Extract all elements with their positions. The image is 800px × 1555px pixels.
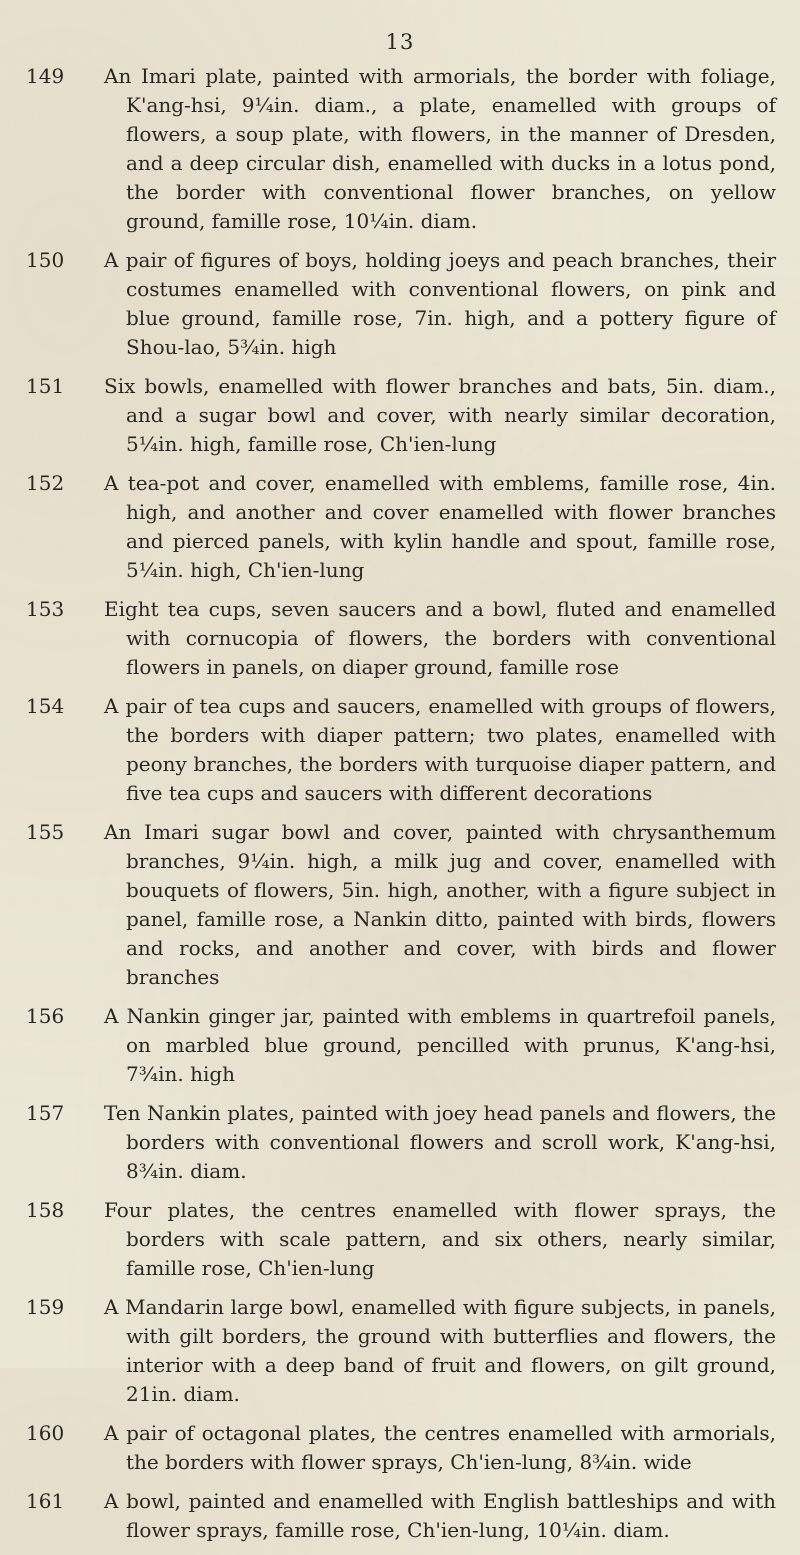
lot-entry xyxy=(26,372,776,459)
lot-number: 159 xyxy=(26,1295,65,1319)
lot-description: An Imari plate, painted with armorials, the border with foliage, K'ang-hsi, 9¼in. diam., a plate, enamelled with groups of flowers, a soup plate, with flowers, in the manner of Dresden, and a deep circular dish, enamelled with ducks in a lotus pond, the border with conventional flower branches, on yellow ground, famille rose, 10¼in. diam. xyxy=(104,64,776,233)
lot-entry xyxy=(26,1196,776,1283)
lot-number: 153 xyxy=(26,597,65,621)
lot-entry xyxy=(26,595,776,682)
lot-number: 150 xyxy=(26,248,65,272)
lot-description: Eight tea cups, seven saucers and a bowl, fluted and enamelled with cornucopia of flowers, the borders with conventional flowers in panels, on diaper ground, famille rose xyxy=(104,597,776,679)
lot-entry xyxy=(26,1002,776,1089)
lot-number: 154 xyxy=(26,694,65,718)
lot-description: A pair of tea cups and saucers, enamelled with groups of flowers, the borders with diaper pattern; two plates, enamelled with peony branches, the borders with turquoise diaper pattern, and five tea cups and saucers with different decorations xyxy=(104,694,776,805)
page-number: 13 xyxy=(385,30,415,54)
lot-entry xyxy=(26,469,776,585)
lot-list xyxy=(26,62,776,1555)
lot-number: 160 xyxy=(26,1421,65,1445)
lot-entry xyxy=(26,1419,776,1477)
lot-entry xyxy=(26,246,776,362)
lot-number: 158 xyxy=(26,1198,65,1222)
lot-entry xyxy=(26,62,776,236)
lot-description: An Imari sugar bowl and cover, painted with chrysanthemum branches, 9¼in. high, a milk jug and cover, enamelled with bouquets of flowers, 5in. high, another, with a figure subject in panel, famille rose, a Nankin ditto, painted with birds, flowers and rocks, and another and cover, with birds and flower branches xyxy=(104,820,776,989)
lot-description: A bowl, painted and enamelled with English battleships and with flower sprays, famille rose, Ch'ien-lung, 10¼in. diam. xyxy=(104,1489,776,1542)
lot-number: 152 xyxy=(26,471,65,495)
lot-description: A pair of octagonal plates, the centres enamelled with armorials, the borders with flower sprays, Ch'ien-lung, 8¾in. wide xyxy=(104,1421,776,1474)
lot-description: A pair of figures of boys, holding joeys and peach branches, their costumes enamelled with conventional flowers, on pink and blue ground, famille rose, 7in. high, and a pottery figure of Shou-lao, 5¾in. high xyxy=(104,248,776,359)
lot-entry xyxy=(26,1099,776,1186)
lot-entry xyxy=(26,1293,776,1409)
lot-description: Four plates, the centres enamelled with flower sprays, the borders with scale pattern, and six others, nearly similar, famille rose, Ch'ien-lung xyxy=(104,1198,776,1280)
lot-number: 155 xyxy=(26,820,65,844)
lot-entry xyxy=(26,692,776,808)
lot-description: A tea-pot and cover, enamelled with emblems, famille rose, 4in. high, and another and cover enamelled with flower branches and pierced panels, with kylin handle and spout, famille rose, 5¼in. high, Ch'ien-lung xyxy=(104,471,776,582)
lot-number: 151 xyxy=(26,374,65,398)
lot-description: A Nankin ginger jar, painted with emblems in quartrefoil panels, on marbled blue ground, pencilled with prunus, K'ang-hsi, 7¾in. high xyxy=(104,1004,776,1086)
lot-entry xyxy=(26,1487,776,1545)
lot-number: 149 xyxy=(26,64,65,88)
lot-number: 156 xyxy=(26,1004,65,1028)
lot-number: 157 xyxy=(26,1101,65,1125)
lot-entry xyxy=(26,818,776,992)
lot-number: 161 xyxy=(26,1489,65,1513)
lot-description: Six bowls, enamelled with flower branches and bats, 5in. diam., and a sugar bowl and cover, with nearly similar decoration, 5¼in. high, famille rose, Ch'ien-lung xyxy=(104,374,776,456)
lot-description: Ten Nankin plates, painted with joey head panels and flowers, the borders with conventional flowers and scroll work, K'ang-hsi, 8¾in. diam. xyxy=(104,1101,776,1183)
lot-description: A Mandarin large bowl, enamelled with figure subjects, in panels, with gilt borders, the ground with butterflies and flowers, the interior with a deep band of fruit and flowers, on gilt ground, 21in. diam. xyxy=(104,1295,776,1406)
